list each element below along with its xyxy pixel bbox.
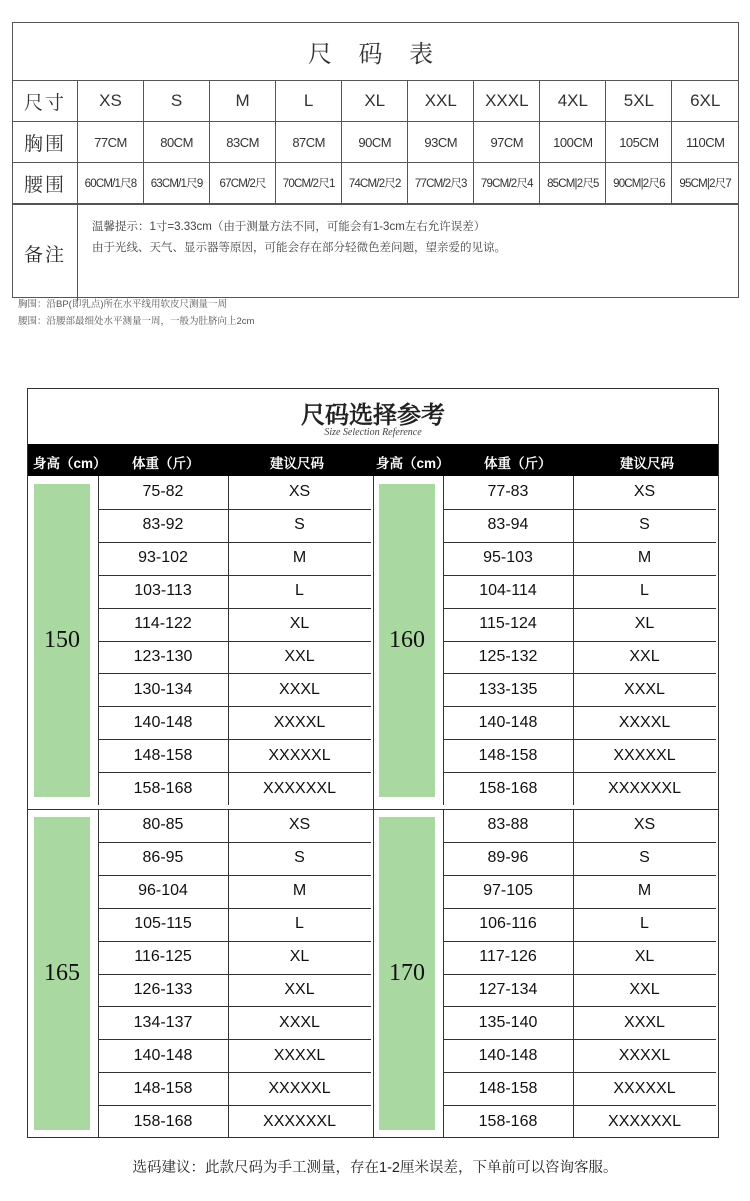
row-divider	[98, 1006, 371, 1007]
row-divider	[443, 706, 716, 707]
weight-cell: 135-140	[478, 1013, 538, 1031]
size-cell: XXXXL	[273, 1046, 326, 1064]
weight-cell: 117-126	[479, 948, 537, 966]
size-cell: S	[294, 516, 305, 534]
weight-cell: 95-103	[483, 549, 533, 567]
size-cell: XXXL	[624, 680, 665, 698]
weight-cell: 115-124	[479, 615, 537, 633]
row-divider	[443, 1039, 716, 1040]
chest-cell: 93CM	[408, 122, 474, 163]
row-divider	[443, 941, 716, 942]
chest-cell: 110CM	[672, 122, 738, 163]
row-divider	[98, 1072, 371, 1073]
chest-cell: 87CM	[276, 122, 342, 163]
size-cell: XS	[633, 483, 656, 501]
size-cell: L	[295, 915, 304, 933]
waist-cell: 60CM/1尺8	[78, 163, 144, 204]
row-divider	[98, 974, 371, 975]
size-cell: XXXXL	[618, 713, 671, 731]
chest-cell: 97CM	[474, 122, 540, 163]
weight-cell: 126-133	[133, 980, 193, 998]
size-cell: XS	[78, 81, 144, 122]
row-divider	[98, 608, 371, 609]
row-divider	[98, 941, 371, 942]
header-size: 建议尺码	[620, 456, 674, 471]
size-cell: L	[640, 915, 649, 933]
weight-cell: 96-104	[138, 882, 188, 900]
waist-cell: 77CM/2尺3	[408, 163, 474, 204]
row-divider	[443, 673, 716, 674]
reference-header	[28, 444, 718, 476]
size-cell: S	[639, 849, 650, 867]
row-divider	[443, 542, 716, 543]
weight-cell: 93-102	[138, 549, 188, 567]
row-divider	[443, 875, 716, 876]
waist-row-label: 腰围	[13, 163, 78, 204]
size-cell: XXXXL	[618, 1046, 671, 1064]
weight-cell: 133-135	[478, 680, 538, 698]
weight-cell: 75-82	[142, 483, 184, 501]
chest-cell: 83CM	[210, 122, 276, 163]
waist-cell: 79CM/2尺4	[474, 163, 540, 204]
row-divider	[98, 509, 371, 510]
weight-cell: 148-158	[478, 746, 538, 764]
size-cell: M	[637, 882, 652, 900]
weight-cell: 83-94	[487, 516, 529, 534]
weight-cell: 140-148	[133, 1046, 193, 1064]
group-divider	[373, 476, 374, 1138]
size-chart-table	[13, 81, 738, 204]
height-block: 165	[34, 817, 90, 1130]
size-cell: L	[640, 582, 649, 600]
waist-cell: 67CM/2尺	[210, 163, 276, 204]
waist-cell: 85CM|2尺5	[540, 163, 606, 204]
notes-row	[13, 204, 738, 301]
weight-cell: 116-125	[134, 948, 192, 966]
row-divider	[98, 739, 371, 740]
size-cell: XL	[634, 615, 655, 633]
size-reference	[27, 388, 719, 1138]
size-cell: L	[295, 582, 304, 600]
size-cell: 6XL	[672, 81, 738, 122]
size-cell: XXXL	[279, 680, 320, 698]
header-weight: 体重（斤）	[484, 456, 552, 471]
row-divider	[98, 575, 371, 576]
chest-cell: 90CM	[342, 122, 408, 163]
size-cell: M	[292, 882, 307, 900]
height-block: 150	[34, 484, 90, 797]
row-divider	[443, 772, 716, 773]
weight-cell: 89-96	[487, 849, 529, 867]
weight-cell: 83-92	[142, 516, 184, 534]
size-cell: XXXXXXL	[263, 779, 336, 797]
size-cell: XXXXXL	[268, 1079, 331, 1097]
size-cell: XS	[288, 483, 311, 501]
size-cell: M	[292, 549, 307, 567]
size-cell: 5XL	[606, 81, 672, 122]
row-divider	[98, 641, 371, 642]
weight-cell: 123-130	[133, 647, 193, 665]
waist-cell: 74CM/2尺2	[342, 163, 408, 204]
weight-cell: 140-148	[133, 713, 193, 731]
row-divider	[443, 575, 716, 576]
row-divider	[98, 875, 371, 876]
row-divider	[98, 542, 371, 543]
row-divider	[443, 1006, 716, 1007]
size-cell: XL	[342, 81, 408, 122]
size-cell: XXXL	[624, 1013, 665, 1031]
chest-row-label: 胸围	[13, 122, 78, 163]
size-row-label: 尺寸	[13, 81, 78, 122]
size-chart	[12, 22, 739, 298]
chest-cell: 80CM	[144, 122, 210, 163]
size-cell: XXL	[284, 980, 315, 998]
size-cell: XS	[288, 816, 311, 834]
row-divider	[98, 706, 371, 707]
weight-cell: 103-113	[134, 582, 192, 600]
header-size: 建议尺码	[270, 456, 324, 471]
chest-cell: 77CM	[78, 122, 144, 163]
header-weight: 体重（斤）	[132, 456, 200, 471]
size-cell: M	[210, 81, 276, 122]
size-cell: XXXXL	[273, 713, 326, 731]
size-row	[13, 81, 738, 122]
size-cell: XXXL	[279, 1013, 320, 1031]
col-divider	[443, 476, 444, 805]
col-divider	[443, 809, 444, 1138]
col-divider	[573, 476, 574, 805]
footer-note: 选码建议：此款尺码为手工测量，存在1-2厘米误差，下单前可以咨询客服。	[132, 1160, 618, 1176]
size-cell: L	[276, 81, 342, 122]
weight-cell: 114-122	[134, 615, 192, 633]
weight-cell: 105-115	[134, 915, 192, 933]
size-cell: 4XL	[540, 81, 606, 122]
notes-body	[78, 205, 506, 301]
size-chart-title: 尺 码 表	[13, 23, 738, 81]
weight-cell: 97-105	[483, 882, 533, 900]
size-cell: XXXXXXL	[263, 1112, 336, 1130]
waist-cell: 90CM|2尺6	[606, 163, 672, 204]
size-cell: S	[639, 516, 650, 534]
col-divider	[98, 476, 99, 805]
weight-cell: 140-148	[478, 713, 538, 731]
col-divider	[573, 809, 574, 1138]
row-divider	[443, 1072, 716, 1073]
weight-cell: 104-114	[479, 582, 537, 600]
chest-row	[13, 122, 738, 163]
row-divider	[443, 842, 716, 843]
size-cell: XXXXXXL	[608, 1112, 681, 1130]
row-divider	[98, 842, 371, 843]
header-height: 身高（cm）	[376, 456, 450, 471]
size-cell: XXL	[629, 980, 660, 998]
note-tip: 温馨提示：1寸=3.33cm（由于测量方法不同，可能会有1-3cm左右允许误差）	[92, 221, 486, 233]
weight-cell: 158-168	[478, 1112, 538, 1130]
weight-cell: 148-158	[478, 1079, 538, 1097]
waist-cell: 95CM|2尺7	[672, 163, 738, 204]
row-divider	[98, 1105, 371, 1106]
weight-cell: 148-158	[133, 746, 193, 764]
size-cell: M	[637, 549, 652, 567]
height-block: 170	[379, 817, 435, 1130]
row-divider	[443, 739, 716, 740]
size-cell: XXXL	[474, 81, 540, 122]
size-cell: XXXXXL	[613, 1079, 676, 1097]
row-divider	[98, 772, 371, 773]
chest-measure-note: 胸围：沿BP(即乳点)所在水平线用软皮尺测量一周	[18, 299, 228, 310]
waist-cell: 70CM/2尺1	[276, 163, 342, 204]
waist-cell: 63CM/1尺9	[144, 163, 210, 204]
row-divider	[443, 641, 716, 642]
row-divider	[98, 1039, 371, 1040]
weight-cell: 158-168	[133, 1112, 193, 1130]
size-cell: S	[144, 81, 210, 122]
weight-cell: 106-116	[479, 915, 537, 933]
size-cell: XL	[289, 615, 310, 633]
size-cell: XXL	[629, 647, 660, 665]
size-cell: XXL	[408, 81, 474, 122]
size-cell: XXXXXL	[268, 746, 331, 764]
chest-cell: 105CM	[606, 122, 672, 163]
weight-cell: 86-95	[142, 849, 184, 867]
waist-row	[13, 163, 738, 204]
header-height: 身高（cm）	[33, 456, 107, 471]
size-cell: XL	[289, 948, 310, 966]
size-cell: XXL	[284, 647, 315, 665]
row-divider	[443, 509, 716, 510]
size-cell: XXXXXXL	[608, 779, 681, 797]
row-divider	[98, 673, 371, 674]
col-divider	[98, 809, 99, 1138]
weight-cell: 125-132	[478, 647, 538, 665]
weight-cell: 77-83	[487, 483, 529, 501]
weight-cell: 148-158	[133, 1079, 193, 1097]
weight-cell: 158-168	[478, 779, 538, 797]
col-divider	[228, 476, 229, 805]
weight-cell: 158-168	[133, 779, 193, 797]
size-cell: XL	[634, 948, 655, 966]
size-cell: S	[294, 849, 305, 867]
weight-cell: 130-134	[133, 680, 193, 698]
size-cell: XXXXXL	[613, 746, 676, 764]
notes-label: 备注	[13, 205, 78, 301]
row-divider	[443, 908, 716, 909]
weight-cell: 83-88	[487, 816, 529, 834]
height-block: 160	[379, 484, 435, 797]
reference-subtitle: Size Selection Reference	[324, 427, 422, 438]
row-divider	[443, 608, 716, 609]
note-color: 由于光线、天气、显示器等原因，可能会存在部分轻微色差问题，望亲爱的见谅。	[92, 242, 506, 254]
row-divider	[98, 908, 371, 909]
weight-cell: 127-134	[478, 980, 538, 998]
weight-cell: 140-148	[478, 1046, 538, 1064]
chest-cell: 100CM	[540, 122, 606, 163]
weight-cell: 134-137	[133, 1013, 193, 1031]
weight-cell: 80-85	[142, 816, 184, 834]
waist-measure-note: 腰围：沿腰部最细处水平测量一周，一般为肚脐向上2cm	[18, 316, 255, 327]
row-divider	[443, 1105, 716, 1106]
size-cell: XS	[633, 816, 656, 834]
col-divider	[228, 809, 229, 1138]
reference-title: 尺码选择参考	[301, 402, 445, 429]
row-divider	[443, 974, 716, 975]
